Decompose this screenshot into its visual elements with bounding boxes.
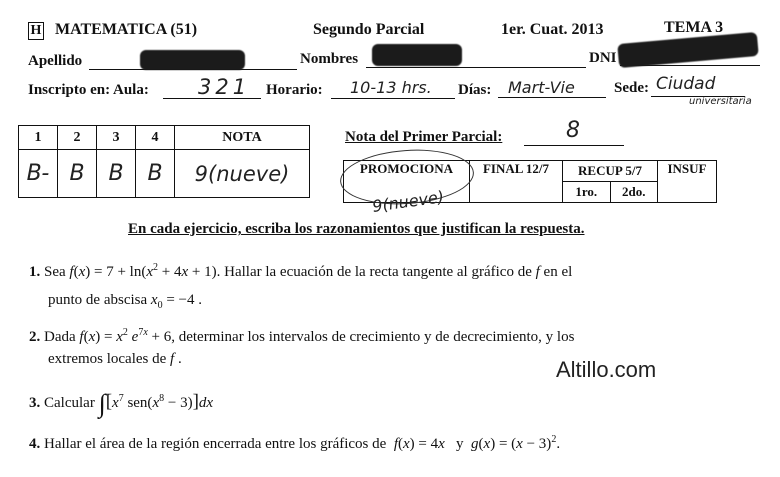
status-insuf [658, 161, 717, 203]
grade-header-4: 4 [136, 126, 175, 150]
tema-letter: H [30, 23, 42, 38]
question-1: 1. Sea $f(x) = 7 + \ln(x^2 + 4x + 1)$. Hallar la ecuación de la recta tangente al gráfico de f en el [29, 262, 573, 280]
question-2-number: 2. [29, 329, 41, 345]
instruction-text: En cada ejercicio, escriba los razonamientos que justifican la respuesta. [128, 221, 585, 237]
status-insuf-label: INSUF [667, 161, 707, 176]
question-4-text-b: y [456, 436, 464, 452]
question-1-text-d: punto de abscisa [48, 292, 148, 308]
horario-value: 10-13 hrs. [350, 78, 432, 97]
dias-line [498, 97, 606, 98]
grade-header-2: 2 [58, 126, 97, 150]
nombres-redaction [372, 44, 462, 66]
question-4-number: 4. [29, 436, 41, 452]
term-label: 1er. Cuat. 2013 [501, 21, 604, 38]
grade-value-2: B [58, 150, 97, 198]
question-1-number: 1. [29, 264, 41, 280]
tema-label: TEMA 3 [664, 19, 724, 36]
question-2-text-b: , determinar los intervalos de crecimiento y de decrecimiento, y los [171, 329, 575, 345]
grade-value-4: B [136, 150, 175, 198]
grade-value-1: B- [19, 150, 58, 198]
aula-value: 321 [198, 75, 251, 99]
watermark: Altillo.com [556, 357, 657, 382]
question-1-line-2: punto de abscisa $x_0 = -4$ . [48, 292, 202, 311]
question-2-text-a: Dada [44, 329, 76, 345]
status-handwritten-grade: 9(nueve) [371, 187, 446, 216]
question-2-text-c: extremos locales de [48, 351, 167, 367]
grade-header-3: 3 [97, 126, 136, 150]
question-4: 4. Hallar el área de la región encerrada entre los gráficos de f(x) = 4x y $g(x) = (x - 3)^2$. [29, 434, 561, 452]
subject-title: MATEMATICA (51) [55, 21, 198, 38]
nombres-label: Nombres [300, 51, 359, 67]
apellido-redaction [140, 50, 245, 70]
question-3: 3. Calcular $\int[x^7$ $sen(x^8 - 3)]dx$ [29, 389, 214, 418]
primer-parcial-line [524, 145, 624, 146]
dias-value: Mart-Vie [508, 78, 575, 97]
exam-title: Segundo Parcial [313, 21, 425, 38]
question-1-text-b: . Hallar la ecuación de la recta tangente al gráfico de [216, 264, 532, 280]
sede-label: Sede: [614, 80, 649, 96]
inscripto-label: Inscripto en: Aula: [28, 82, 149, 98]
question-1-text-e: . [198, 292, 202, 308]
question-1-text-a: Sea [44, 264, 66, 280]
status-promociona-label: PROMOCIONA [359, 161, 454, 176]
grade-value-nota: 9(nueve) [175, 150, 310, 198]
sede-value: Ciudad [656, 74, 716, 94]
question-3-number: 3. [29, 395, 41, 411]
dni-redaction [617, 32, 759, 68]
grade-value-3: B [97, 150, 136, 198]
grade-header-1: 1 [19, 126, 58, 150]
status-final-label: FINAL 12/7 [482, 161, 550, 176]
question-2-text-d: . [177, 351, 182, 367]
question-2-line-2: extremos locales de f . [48, 351, 182, 367]
status-recup-1ro: 1ro. [563, 182, 611, 203]
question-1-text-c: en el [543, 264, 573, 280]
horario-label: Horario: [266, 82, 323, 98]
grades-table [18, 125, 310, 198]
primer-parcial-value: 8 [566, 118, 580, 143]
status-recup-2do: 2do. [610, 182, 658, 203]
grade-header-nota: NOTA [175, 126, 310, 150]
tema-letter-box [28, 22, 44, 40]
dias-label: Días: [458, 82, 492, 98]
primer-parcial-label: Nota del Primer Parcial: [345, 129, 503, 145]
nombres-line [366, 67, 586, 68]
horario-line [331, 98, 455, 99]
apellido-label: Apellido [28, 53, 83, 69]
question-2: 2. Dada $f(x) = x^2$ $e^{7x} + 6$, determinar los intervalos de crecimiento y de decrecimiento, y los [29, 327, 575, 345]
sede-value-2: universitaria [689, 96, 752, 107]
question-4-text-a: Hallar el área de la región encerrada entre los gráficos de [44, 436, 387, 452]
question-3-text-a: Calcular [44, 395, 95, 411]
dni-label: DNI [589, 50, 617, 66]
question-4-text-c: . [556, 436, 561, 452]
status-final [470, 161, 563, 203]
status-recup: RECUP 5/7 [563, 161, 658, 182]
